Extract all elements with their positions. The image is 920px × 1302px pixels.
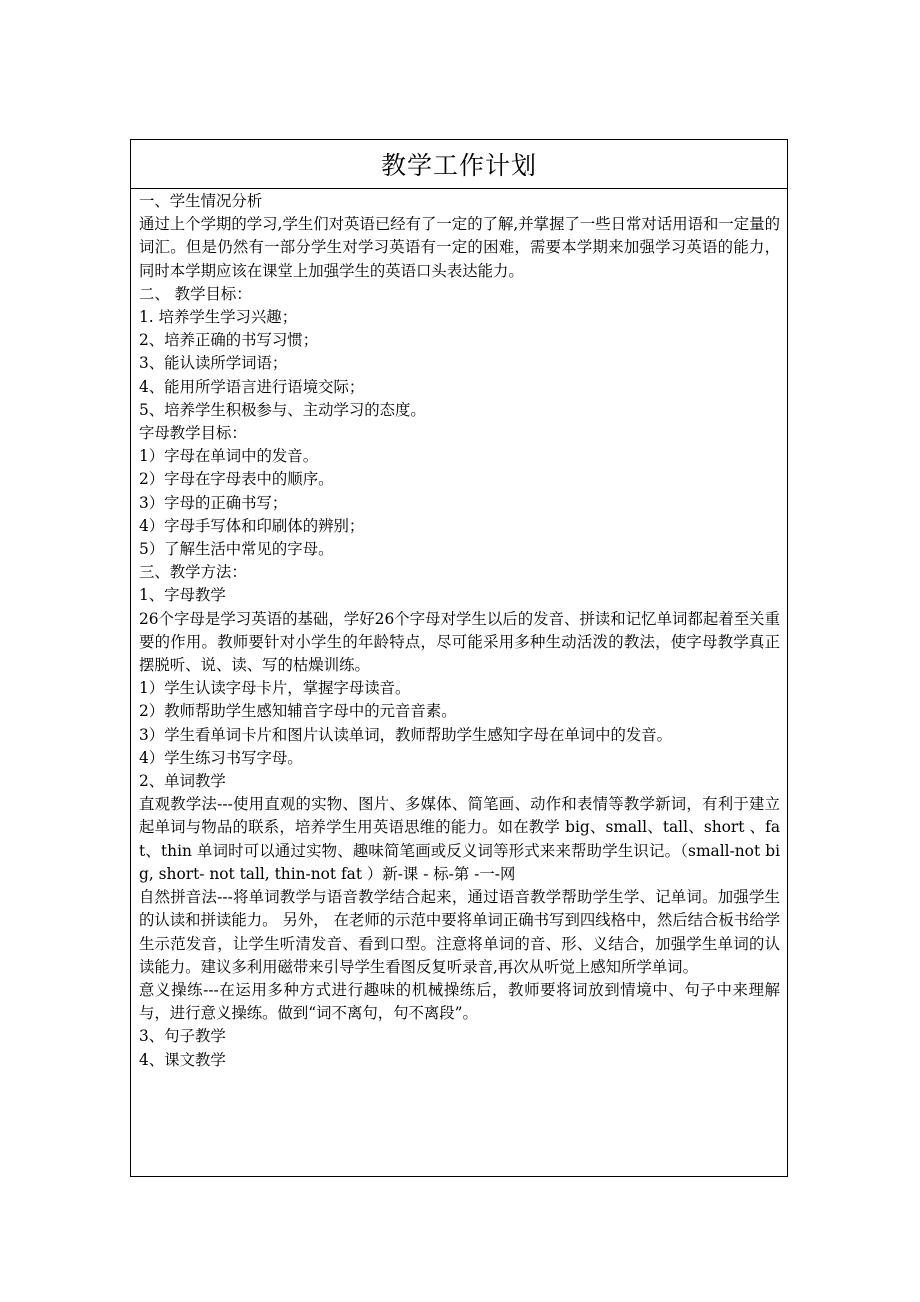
list-item: 1）学生认读字母卡片，掌握字母读音。 bbox=[139, 679, 411, 698]
list-item: 1. 培养学生学习兴趣； bbox=[139, 308, 298, 327]
subheading: 3、句子教学 bbox=[139, 1027, 226, 1046]
list-item: 3）学生看单词卡片和图片认读单词，教师帮助学生感知字母在单词中的发音。 bbox=[139, 725, 673, 744]
subheading: 2、单词教学 bbox=[139, 772, 226, 791]
list-item: 3）字母的正确书写； bbox=[139, 493, 288, 512]
paragraph: 自然拼音法---将单词教学与语音教学结合起来，通过语音教学帮助学生学、记单词。加强学生的认读和拼读能力。 另外， 在老师的示范中要将单词正确书写到四线格中，然后结合板书给学生示范发音，让学生听清发音、看到口型。注意将单词的音、形、义结合，加强学生单词的认读能力。建议多利用磁带来引导学生看图反复听录音,再次从听觉上感知所学单词。 bbox=[139, 888, 780, 976]
section-heading: 三、教学方法： bbox=[139, 563, 247, 582]
section-heading: 二、 教学目标： bbox=[139, 284, 252, 303]
paragraph: 通过上个学期的学习,学生们对英语已经有了一定的了解,并掌握了一些日常对话用语和一定量的词汇。但是仍然有一部分学生对学习英语有一定的困难，需要本学期来加强学习英语的能力，同时本学期应该在课堂上加强学生的英语口头表达能力。 bbox=[139, 215, 780, 280]
section-heading: 一、学生情况分析 bbox=[139, 192, 263, 210]
list-item: 2、培养正确的书写习惯； bbox=[139, 331, 319, 350]
list-item: 5、培养学生积极参与、主动学习的态度。 bbox=[139, 400, 426, 419]
list-item: 2）字母在字母表中的顺序。 bbox=[139, 470, 334, 489]
list-item: 5）了解生活中常见的字母。 bbox=[139, 540, 334, 559]
paragraph: 直观教学法---使用直观的实物、图片、多媒体、简笔画、动作和表情等教学新词，有利于建立起单词与物品的联系，培养学生用英语思维的能力。如在教学 big、small、tall、short 、fat、thin 单词时可以通过实物、趣味简笔画或反义词等形式来来帮助学生识记。（small-not big, short- not tall, thin-not fat ）新-课 - 标-第 -一-网 bbox=[139, 795, 780, 883]
subheading: 1、字母教学 bbox=[139, 586, 226, 605]
document-title: 教学工作计划 bbox=[380, 151, 537, 180]
subheading: 4、课文教学 bbox=[139, 1050, 226, 1069]
list-item: 1）字母在单词中的发音。 bbox=[139, 447, 319, 466]
paragraph: 26个字母是学习英语的基础，学好26个字母对学生以后的发音、拼读和记忆单词都起着至关重要的作用。教师要针对小学生的年龄特点，尽可能采用多种生动活泼的教法，使字母教学真正摆脱听、说、读、写的枯燥训练。 bbox=[139, 609, 780, 675]
title-cell bbox=[131, 140, 787, 189]
list-item: 4）学生练习书写字母。 bbox=[139, 748, 303, 767]
list-item: 4）字母手写体和印刷体的辨别； bbox=[139, 516, 365, 535]
document-table bbox=[130, 139, 788, 1177]
subheading: 字母教学目标： bbox=[139, 424, 247, 443]
list-item: 4、能用所学语言进行语境交际； bbox=[139, 377, 365, 396]
paragraph: 意义操练---在运用多种方式进行趣味的机械操练后，教师要将词放到情境中、句子中来理解与，进行意义操练。做到“词不离句，句不离段”。 bbox=[139, 980, 780, 1023]
list-item: 2）教师帮助学生感知辅音字母中的元音音素。 bbox=[139, 702, 457, 721]
list-item: 3、能认读所学词语； bbox=[139, 354, 288, 373]
body-cell bbox=[131, 189, 787, 1072]
